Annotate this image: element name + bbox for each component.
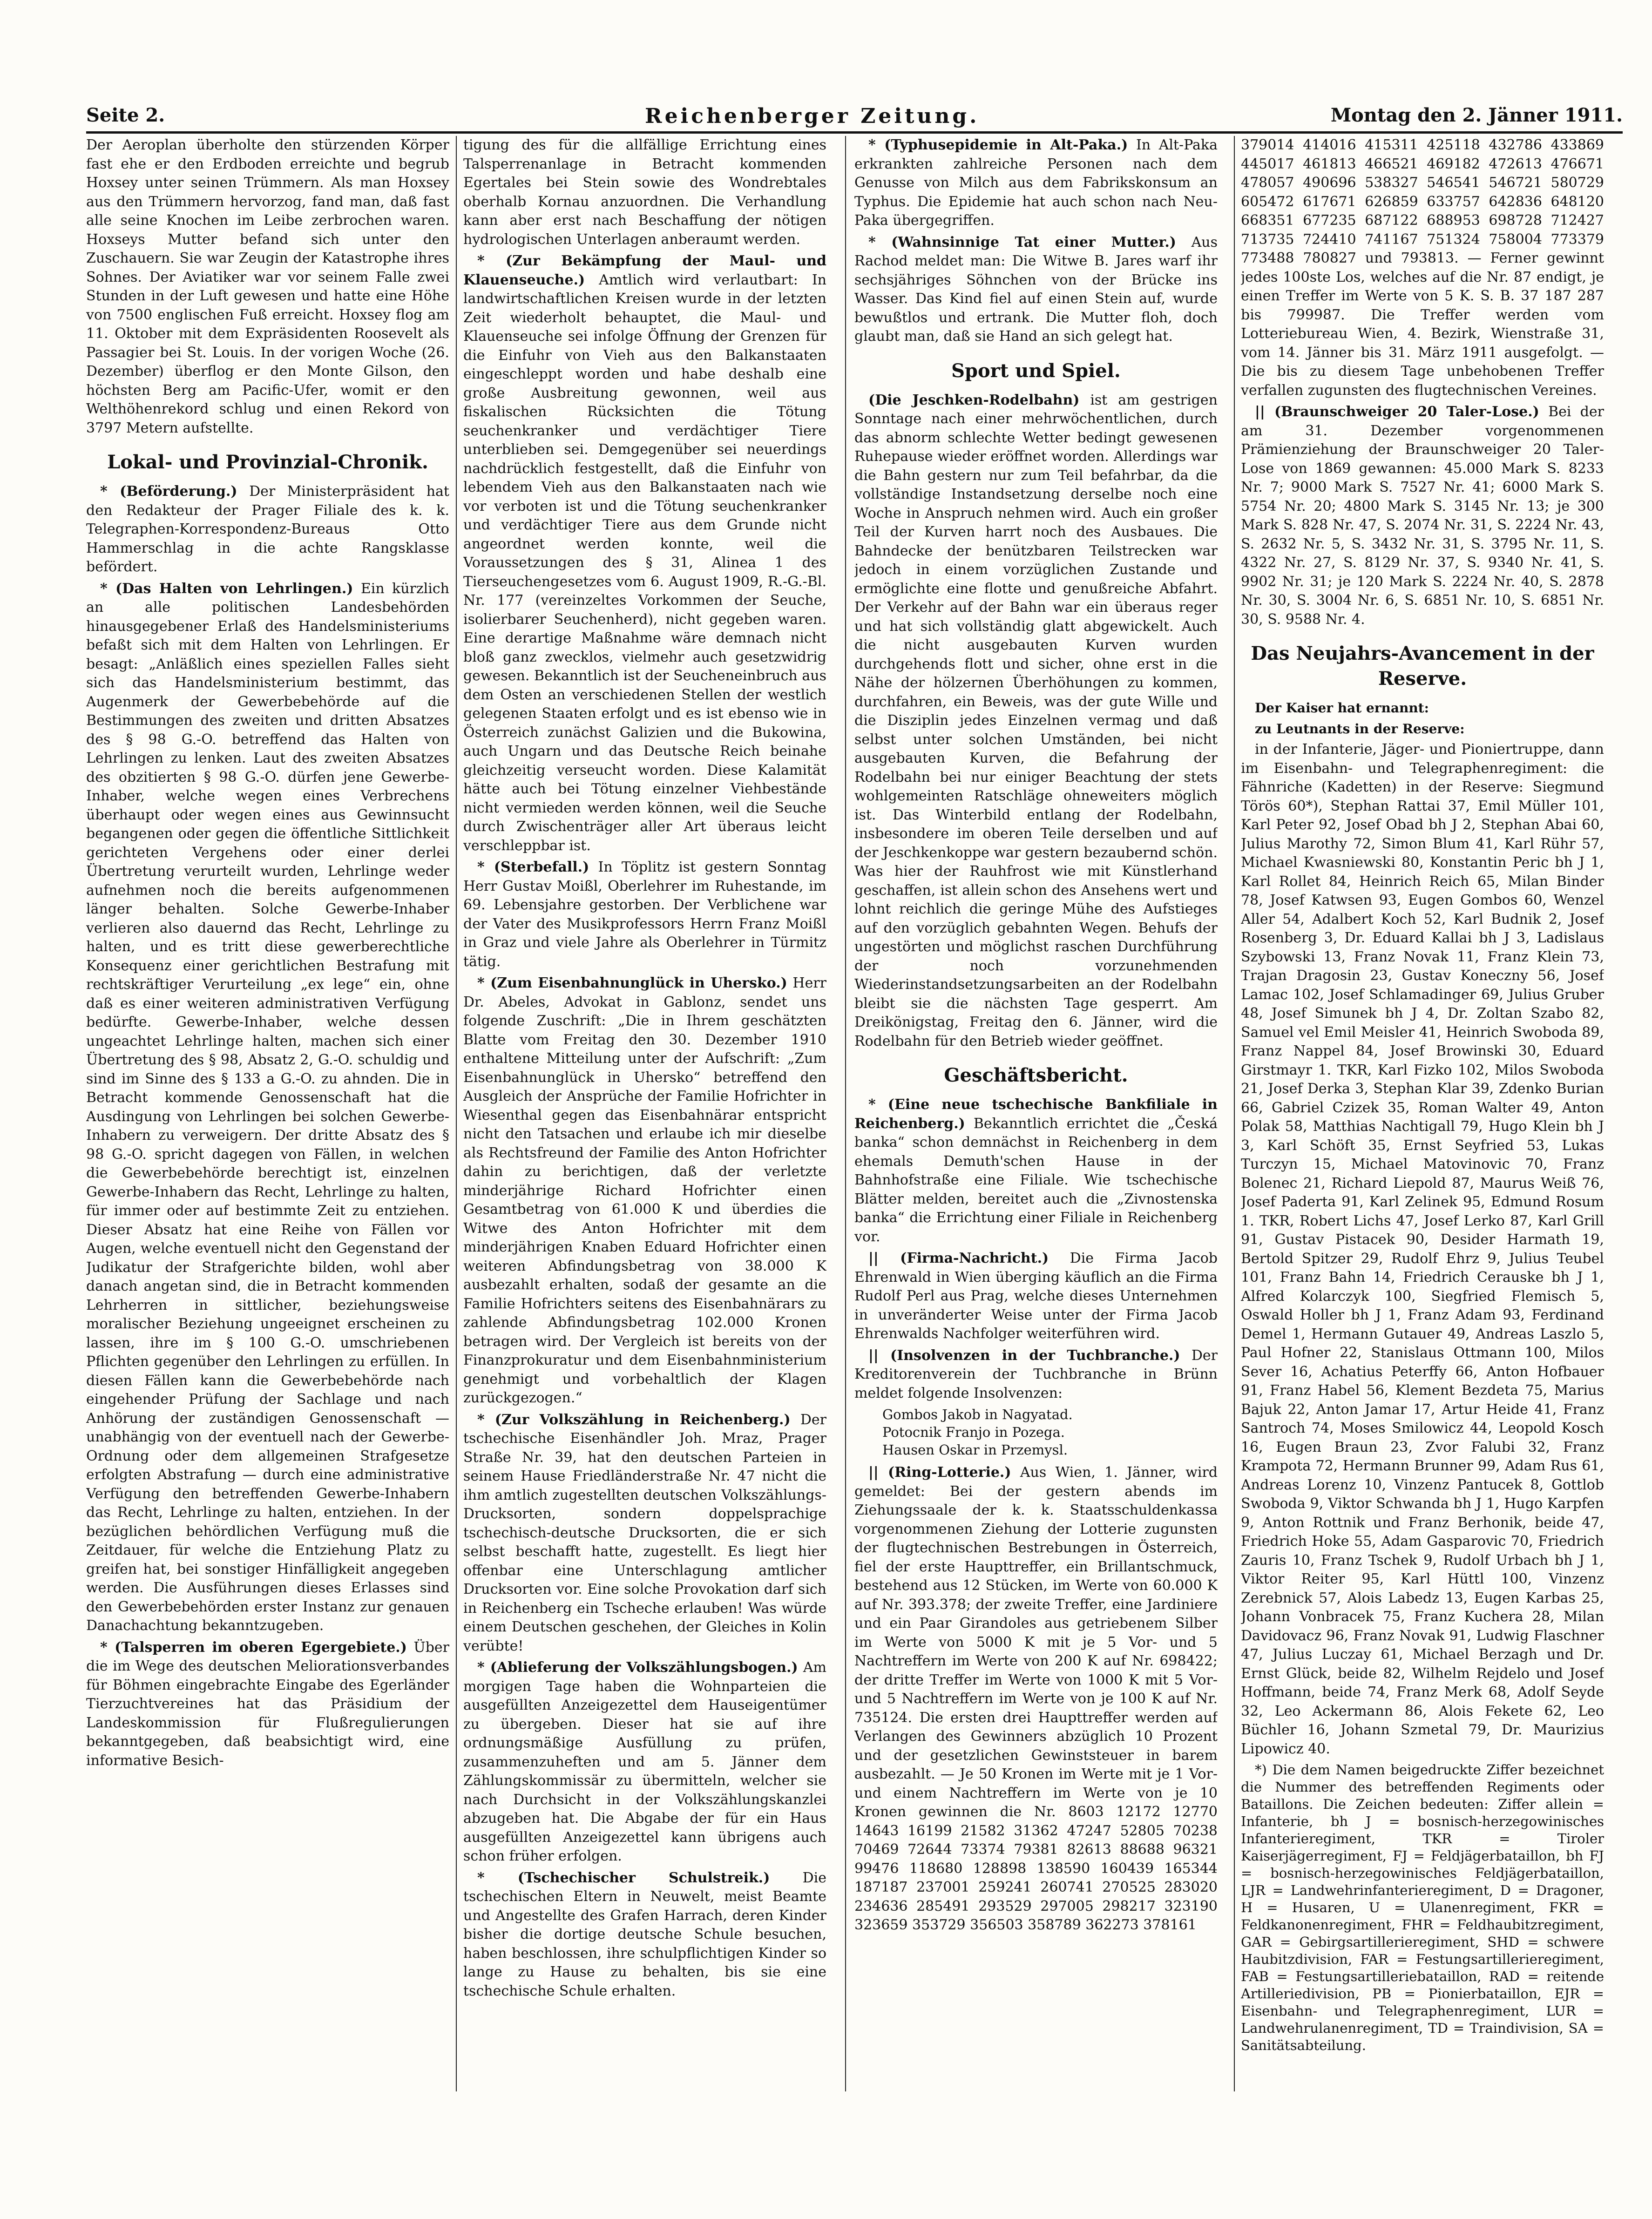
list-item: Gombos Jakob in Nagyatad. [882,1407,1073,1422]
article-heading: * (Das Halten von Lehrlingen.) [100,580,353,597]
article [86,482,449,577]
article-heading: * (Tschechischer Schulstreik.) [477,1869,770,1886]
article-body: Der Kreditorenverein der Tuchbranche in Brünn meldet folgende Insolvenzen: [854,1347,1218,1401]
article-body: In Alt-Paka erkrankten zahlreiche Personen nach dem Genusse von Milch aus dem Fabrikskonsum an Typhus. Die Epidemie hat auch schon nach Neu-Paka übergegriffen. [854,137,1218,229]
article [854,1096,1218,1246]
article-body: Am morgigen Tage haben die Wohnparteien die ausgefüllten Anzeigezettel dem Hauseigentümer zu übergeben. Dieser hat sie auf ihre ordnungsmäßige Ausfüllung zu prüfen, zusammenzuheften und am 5. Jänner dem Zählungskommissär zu übermitteln, welcher sie nach Durchsicht in der Volkszählungskanzlei abzugeben hat. Die Abgabe der für ein Haus ausgefüllten Anzeigezettel kann übrigens auch schon früher erfolgen. [463,1659,826,1864]
article-heading: * (Talsperren im oberen Egergebiete.) [100,1639,407,1656]
article-continuation: 379014 414016 415311 425118 432786 433869 445017 461813 466521 469182 472613 476671 478057 490696 538327 546541 546721 580729 605472 617671 626859 633757 642836 648120 668351 677235 687122 688953 698728 712427 713735 724410 741167 751324 758004 773379 773488 780827 und 793813. — Ferner gewinnt jedes 100ste Los, welches auf die Nr. 87 endigt, je einen Treffer im Werte von 5 K. S. B. 37 187 287 bis 799987. Die Treffer werden vom Lotteriebureau Wien, 4. Bezirk, Wienstraße 31, vom 14. Jänner bis 31. März 1911 ausgefolgt. — Die bis zu diesem Tage unbehobenen Treffer verfallen zugunsten des flugtechnischen Vereines. [1241,137,1604,399]
column-1 [86,136,449,2091]
article-heading: * (Zum Eisenbahnunglück in Uhersko.) [477,975,787,991]
article [854,1346,1218,1403]
article [86,1638,449,1771]
article [854,1463,1218,1935]
article-body: Bei der am 31. Dezember vorgenommenen Prämienziehung der Braunschweiger 20 Taler-Lose von 1869 gewannen: 45.000 Mark S. 8233 Nr. 7; 9000 Mark S. 7527 Nr. 41; 6000 Mark S. 5754 Nr. 20; 4800 Mark S. 3145 Nr. 13; je 300 Mark S. 828 Nr. 47, S. 2074 Nr. 31, S. 2224 Nr. 43, S. 2632 Nr. 5, S. 3432 Nr. 31, S. 3795 Nr. 11, S. 4322 Nr. 27, S. 8129 Nr. 37, S. 9340 Nr. 41, S. 9902 Nr. 31; je 120 Mark S. 2224 Nr. 40, S. 2878 Nr. 30, S. 3004 Nr. 6, S. 6851 Nr. 10, S. 6851 Nr. 30, S. 9588 Nr. 4. [1241,404,1604,628]
article-body: Der tschechische Eisenhändler Joh. Mraz, Prager Straße Nr. 39, hat den deutschen Parteien in seinem Hause Friedländerstraße Nr. 47 nicht die ihm amtlich zugestellten deutschen Volkszählungs-Drucksorten, sondern doppelsprachige tschechisch-deutsche Drucksorten, die er sich selbst beschafft hatte, zugestellt. Es liegt hier offenbar eine Unterschlagung amtlicher Drucksorten vor. Eine solche Provokation darf sich in Reichenberg ein Tscheche erlauben! Was würde einem Deutschen geschehen, der Gleiches in Kolin verübte! [463,1411,826,1654]
article-body: Bekanntlich errichtet die „Česká banka“ schon demnächst in Reichenberg in dem ehemals Demuth'schen Hause in der Bahnhofstraße eine Filiale. Wie tschechische Blätter melden, bereitet auch die „Zivnostenska banka“ die Errichtung einer Filiale in Reichenberg vor. [854,1115,1218,1245]
article-heading: * (Zur Volkszählung in Reichenberg.) [477,1411,791,1428]
article-heading: || (Ring-Lotterie.) [868,1464,1011,1481]
article-heading: * (Zur Bekämpfung der Maul- und Klauenseuche.) [463,253,826,288]
page-number: Seite 2. [86,104,165,126]
article [854,391,1218,1051]
article-heading: || (Firma-Nachricht.) [868,1250,1049,1266]
article [463,1411,826,1656]
article [86,580,449,1636]
article-body: Amtlich wird verlautbart: In landwirtschaftlichen Kreisen wurde in der letzten Zeit wiederholt behauptet, die Maul- und Klauenseuche sei infolge Öffnung der Grenzen für die Einfuhr von Vieh aus den Balkanstaaten eingeschleppt worden und habe deshalb eine große Ausbreitung gewonnen, weil aus fiskalischen Rücksichten die Tötung seuchenkranker und verdächtiger Tiere unterblieben sei. Demgegenüber sei neuerdings nachdrücklich festgestellt, daß die Einfuhr von lebendem Vieh aus den Balkanstaaten nach wie vor verboten ist und die Tötung seuchenkranker und verdächtiger Tiere aus dem Grunde nicht angeordnet werden konnte, weil die Voraussetzungen des § 31, Alinea 1 des Tierseuchengesetzes vom 6. August 1909, R.-G.-Bl. Nr. 177 (vereinzeltes Vorkommen der Seuche, isolierbarer Seuchenherd), nicht gegeben waren. Eine derartige Maßnahme wäre demnach nicht bloß ganz zwecklos, vielmehr auch gesetzwidrig gewesen. Bekanntlich ist der Seucheneinbruch aus dem Osten an verschiedenen Stellen der westlich gelegenen Staaten erfolgt und es ist ebenso wie in Österreich zunächst Galizien und die Bukowina, auch Ungarn und das Deutsche Reich beinahe gleichzeitig verseucht worden. Diese Kalamität hätte auch bei Tötung einzelner Viehbestände nicht vermieden werden können, weil die Seuche durch Zwischenträger aller Art überaus leicht verschleppbar ist. [463,271,826,854]
column-3 [854,136,1218,2091]
column-divider [456,136,457,2091]
article-heading: * (Beförderung.) [100,483,237,500]
article [463,1869,826,2001]
promotion-list: in der Infanterie, Jäger- und Pioniertruppe, dann im Eisenbahn- und Telegraphenregiment: die Fähnriche (Kadetten) in der Reserve: Siegmund Törös 60*), Stephan Rattai 37, Emil Müller 101, Karl Peter 92, Josef Obad bh J 2, Stephan Abai 60, Julius Marothy 72, Simon Blum 41, Karl Rühr 57, Michael Kwasniewski 80, Konstantin Peric bh J 1, Karl Rollet 84, Heinrich Reich 65, Milan Binder 78, Josef Katwsen 93, Eugen Gombos 60, Wenzel Aller 54, Adalbert Koch 52, Karl Budnik 2, Josef Rosenberg 3, Dr. Eduard Kallai bh J 3, Ladislaus Szybowski 13, Franz Novak 11, Franz Klein 73, Trajan Dragosin 23, Gustav Koneczny 56, Josef Lamac 102, Josef Schlamadinger 69, Julius Gruber 48, Josef Simunek bh J 4, Dr. Zoltan Szabo 82, Samuel vel Emil Meisler 41, Heinrich Swoboda 89, Franz Nappel 84, Josef Browinski 30, Eduard Girstmayr 1. TKR, Karl Fizko 102, Milos Swoboda 21, Josef Derka 3, Stephan Klar 39, Zdenko Burian 66, Gabriel Czizek 35, Roman Walter 49, Anton Polak 58, Matthias Nachtigall 79, Hugo Klein bh J 3, Karl Schöft 35, Ernst Seyfried 53, Lukas Turczyn 15, Michael Matovinovic 70, Franz Bolenec 21, Richard Liepold 87, Maurus Weiß 76, Josef Paderta 91, Karl Zelinek 95, Edmund Rosum 1. TKR, Robert Lichs 47, Josef Lerko 87, Karl Grill 91, Gustav Pistacek 90, Desider Harmath 19, Bertold Spitzer 29, Rudolf Ehrz 9, Julius Teubel 101, Franz Bahn 14, Friedrich Cerauske bh J 1, Alfred Kolarczyk 100, Siegfried Flemisch 5, Oswald Holler bh J 1, Franz Adam 93, Ferdinand Demel 1, Hermann Gutauer 49, Andreas Laszlo 5, Paul Hofner 22, Stanislaus Ottmann 100, Milos Sever 16, Achatius Peterffy 66, Anton Hofbauer 91, Franz Habel 56, Klement Bezdeta 75, Marius Bajuk 22, Anton Jamar 17, Artur Heide 41, Franz Santroch 74, Moses Smilowicz 44, Leopold Kosch 16, Eugen Braun 23, Zvor Falubi 32, Franz Krampota 72, Hermann Brunner 99, Adam Rus 61, Andreas Lorenz 10, Vinzenz Pantucek 8, Gottlob Swoboda 9, Viktor Schwanda bh J 1, Hugo Karpfen 9, Anton Rottnik und Franz Berhonik, beide 47, Friedrich Hoke 55, Adam Gasparovic 70, Friedrich Zauris 10, Franz Tschek 9, Rudolf Urbach bh J 1, Viktor Reiter 95, Karl Hüttl 100, Vinzenz Zerebnick 57, Alois Labedz 13, Eugen Karbas 25, Johann Vonbracek 75, Franz Kuchera 28, Milan Davidovacz 96, Franz Novak 91, Ludwig Flaschner 47, Julius Luczay 61, Michael Berzagh und Dr. Ernst Glück, beide 82, Wilhelm Rejdelo und Josef Hoffmann, beide 74, Franz Merk 68, Adolf Seyde 32, Leo Ackermann 86, Alois Fekete 62, Leo Büchler 16, Johann Szmetal 79, Dr. Maurizius Lipowicz 40. [1241,741,1604,1757]
article-body: Die Firma Jacob Ehrenwald in Wien überging käuflich an die Firma Rudolf Perl aus Prag, welche dieses Unternehmen in unveränderter Weise unter der Firma Jacob Ehrenwalds Nachfolger weiterführen wird. [854,1250,1218,1342]
list-item: Potocnik Franjo in Pozega. [882,1424,1065,1440]
article-body: Ein kürzlich an alle politischen Landesbehörden hinausgegebener Erlaß des Handelsministeriums befaßt sich mit dem Halten von Lehrlingen. Er besagt: „Anläßlich eines speziellen Falles sieht sich das Handelsministerium bestimmt, das Augenmerk der Gewerbebehörde auf die Bestimmungen des zweiten und dritten Absatzes des § 98 G.-O. betreffend das Halten von Lehrlingen zu lenken. Laut des zweiten Absatzes des obzitierten § 98 G.-O. dürfen jene Gewerbe-Inhaber, welche wegen eines Verbrechens überhaupt oder wegen eines aus Gewinnsucht begangenen oder gegen die öffentliche Sittlichkeit gerichteten Vergehens oder einer derlei Übertretung verurteilt wurden, Lehrlinge weder aufnehmen noch die bereits aufgenommenen länger behalten. Solche Gewerbe-Inhaber verlieren also dauernd das Recht, Lehrlinge zu halten, und es tritt diese gewerberechtliche Konsequenz einer gerichtlichen Bestrafung mit rechtskräftiger Verurteilung „ex lege“ ein, ohne daß es einer weiteren administrativen Verfügung bedürfte. Gewerbe-Inhaber, welche dessen ungeachtet Lehrlinge halten, machen sich einer Übertretung des § 98, Absatz 2, G.-O. schuldig und sind im Sinne des § 133 a G.-O. zu ahnden. Die in Betracht kommende Genossenschaft hat die Ausdingung von Lehrlingen bei solchen Gewerbe-Inhabern zu verweigern. Der dritte Absatz des § 98 G.-O. spricht dagegen von Fällen, in welchen die Gewerbebehörde berechtigt ist, einzelnen Gewerbe-Inhabern das Recht, Lehrlinge zu halten, für immer oder auf bestimmte Zeit zu entziehen. Dieser Absatz hat eine Reihe von Fällen vor Augen, welche eventuell nicht den Gegenstand der Judikatur der Strafgerichte bilden, wohl aber danach angetan sind, die in Betracht kommenden Lehrherren in sittlicher, beziehungsweise moralischer Beziehung ungeeignet erscheinen zu lassen, ihre im § 100 G.-O. umschriebenen Pflichten gegenüber den Lehrlingen zu erfüllen. In diesen Fällen kann die Gewerbebehörde nach eingehender Prüfung der Sachlage und nach Anhörung der zuständigen Genossenschaft — unabhängig von der eventuell nach der Gewerbe-Ordnung oder dem allgemeinen Strafgesetze erfolgten Abstrafung — durch eine administrative Verfügung den betreffenden Gewerbe-Inhabern das Recht, Lehrlinge zu halten, entziehen. In der bezüglichen behördlichen Verfügung muß die Zeitdauer, für welche die Entziehung Platz zu greifen hat, bei sonstiger Hinfälligkeit angegeben werden. Die Ausführungen dieses Erlasses sind den Gewerbebehörden erster Instanz zur genauen Danachachtung bekanntzugeben. [86,580,449,1634]
article-body: Aus Wien, 1. Jänner, wird gemeldet: Bei der gestern abends im Ziehungssaale der k. k. Staatsschuldenkassa vorgenommenen Ziehung der Lotterie zugunsten der flugtechnischen Bestrebungen in Österreich, fiel der erste Haupttreffer, ein Brillantschmuck, bestehend aus 12 Stücken, im Werte von 60.000 K auf Nr. 393.378; der zweite Treffer, eine Jardiniere und ein Paar Girandoles aus getriebenem Silber im Werte von 5000 K mit je 5 Vor- und 5 Nachtreffern im Werte von 200 K auf Nr. 698422; der dritte Treffer im Werte von 1000 K mit 5 Vor- und 5 Nachtreffern im Werte von je 100 K auf Nr. 735124. Die ersten drei Haupttreffer werden auf Verlangen des Gewinners abzüglich 10 Prozent und der gesetzlichen Gewinststeuer in barem ausbezahlt. — Je 50 Kronen im Werte mit je 1 Vor- und einem Nachtreffern im Werte von je 10 Kronen gewinnen die Nr. 8603 12172 12770 14643 16199 21582 31362 47247 52805 70238 70469 72644 73374 79381 82613 88688 96321 99476 118680 128898 138590 160439 165344 187187 237001 259241 260741 270525 283020 234636 285491 293529 297005 298217 323190 323659 353729 356503 358789 362273 378161 [854,1464,1218,1933]
article-body: Über die im Wege des deutschen Meliorationsverbandes für Böhmen eingebrachte Eingabe des Egerländer Tierzuchtvereines hat das Präsidium der Landeskommission für Flußregulierungen bekanntgegeben, daß beabsichtigt wird, eine informative Besich- [86,1639,449,1769]
article [463,858,826,971]
article-body: Herr Dr. Abeles, Advokat in Gablonz, sendet uns folgende Zuschrift: „Die in Ihrem geschätzten Blatte vom Freitag den 30. Dezember 1910 enthaltene Mitteilung unter der Aufschrift: „Zum Eisenbahnunglück in Uhersko“ betreffend den Ausgleich der Ansprüche der Familie Hofrichter in Wiesenthal gegen das Eisenbahnärar entspricht nicht den Tatsachen und erlaube ich mir dieselbe als Rechtsfreund der Familie des Anton Hofrichter dahin zu berichtigen, daß der verletzte minderjährige Richard Hofrichter einen Gesamtbetrag von 61.000 K und überdies die Witwe des Anton Hofrichter mit dem minderjährigen Knaben Eduard Hofrichter einen weiteren Abfindungsbetrag von 38.000 K ausbezahlt erhalten, sodaß der gesamte an die Familie Hofrichters seitens des Eisenbahnärars zu zahlende Abfindungsbetrag 102.000 Kronen betragen wird. Der Vergleich ist bereits von der Finanzprokuratur und dem Eisenbahnministerium genehmigt und vorbehaltlich der Klagen zurückgezogen.“ [463,975,826,1406]
article-continuation: Der Aeroplan überholte den stürzenden Körper fast ehe er den Erdboden erreichte und begrub Hoxsey unter seinen Trümmern. Als man Hoxsey aus den Trümmern hervorzog, fand man, daß fast alle seine Knochen im Leibe zerbrochen waren. Hoxseys Mutter befand sich unter den Zuschauern. Sie war Zeugin der Katastrophe ihres Sohnes. Der Aviatiker war vor seinem Falle zwei Stunden in der Luft gewesen und hatte eine Höhe von 7500 englischen Fuß erreicht. Hoxsey flog am 11. Oktober mit dem Expräsidenten Roosevelt als Passagier bei St. Louis. In der vorigen Woche (26. Dezember) überflog er den Monte Gilson, den höchsten Berg am Pacific-Ufer, womit er den Welthöhenrekord schlug und einen Rekord von 3797 Metern aufstellte. [86,137,449,436]
article [854,233,1218,346]
announcement-subheading: zu Leutnants in der Reserve: [1255,721,1465,737]
article-heading: * (Eine neue tschechische Bankfiliale in Reichenberg.) [854,1096,1218,1132]
article-heading: * (Typhusepidemie in Alt-Paka.) [868,137,1128,153]
newspaper-title: Reichenberger Zeitung. [645,104,980,128]
column-4 [1241,136,1604,2091]
column-divider [1234,136,1235,2091]
announcement-intro: Der Kaiser hat ernannt: [1255,700,1429,716]
article [1241,403,1604,629]
article-body: Aus Rachod meldet man: Die Witwe B. Jares warf ihr sechsjähriges Söhnchen von der Brücke ins Wasser. Das Kind fiel auf einen Stein auf, wurde bewußtlos und ertrank. Die Mutter floh, doch glaubt man, daß sie Hand an sich gelegt hat. [854,234,1218,345]
issue-date: Montag den 2. Jänner 1911. [1330,104,1623,126]
article-heading: || (Braunschweiger 20 Taler-Lose.) [1255,404,1539,420]
list-item: Hausen Oskar in Przemysl. [882,1442,1068,1458]
article-heading: * (Ablieferung der Volkszählungsbogen.) [477,1659,798,1676]
article [463,252,826,855]
article-body: Der Ministerpräsident hat den Redakteur der Prager Filiale des k. k. Telegraphen-Korrespondenz-Bureaus Otto Hammerschlag in die achte Rangsklasse befördert. [86,483,449,575]
section-heading: Geschäftsbericht. [944,1064,1128,1086]
masthead-rule [86,131,1623,134]
section-heading: Lokal- und Provinzial-Chronik. [107,451,428,473]
article [463,974,826,1408]
article-heading: * (Wahnsinnige Tat einer Mutter.) [868,234,1176,250]
column-divider [845,136,846,2091]
masthead [86,98,1623,130]
article [854,1249,1218,1344]
article-heading: || (Insolvenzen in der Tuchbranche.) [868,1347,1180,1364]
footnote: *) Die dem Namen beigedruckte Ziffer bezeichnet die Nummer des betreffenden Regiments oder Bataillons. Die Zeichen bedeuten: Ziffer allein = Infanterie, bh J = bosnisch-herzegowinisches Infanterieregiment, TKR = Tiroler Kaiserjägerregiment, FJ = Feldjägerbataillon, bh FJ = bosnisch-herzegowinisches Feldjägerbataillon, LJR = Landwehrinfanterieregiment, D = Dragoner, H = Husaren, U = Ulanenregiment, FKR = Feldkanonenregiment, FHR = Feldhaubitzregiment, GAR = Gebirgsartillerieregiment, SHD = schwere Haubitzdivision, FAR = Festungsartillerieregiment, FAB = Festungsartilleriebataillon, RAD = reitende Artilleriedivision, PB = Pionierbataillon, EJR = Eisenbahn- und Telegraphenregiment, LUR = Landwehrulanenregiment, TD = Traindivision, SA = Sanitätsabteilung. [1241,1762,1604,2053]
article-body: ist am gestrigen Sonntage nach einer mehrwöchentlichen, durch das abnorm schlechte Wetter bedingt gewesenen Ruhepause wieder eröffnet worden. Allerdings war die Bahn gestern nur zum Teil befahrbar, da die vollständige Instandsetzung derselbe noch eine Woche in Anspruch nehmen wird. Auch ein großer Teil der Kurven harrt noch des Ausbaues. Die Bahndecke der benützbaren Teilstrecken war jedoch in einem vorzüglichen Zustande und ermöglichte eine flotte und genußreiche Abfahrt. Der Verkehr auf der Bahn war ein überaus reger und hat sich vollständig glatt abgewickelt. Auch die nicht ausgebauten Kurven wurden durchgehends flott und sicher, ohne erst in die Nähe der hölzernen Überhöhungen zu kommen, durchfahren, ein Beweis, was der gute Wille und die Disziplin jedes Einzelnen vermag und daß selbst unter solchen Umständen, bei nicht ausgebauten Kurven, die Befahrung der Rodelbahn bei nur einiger Beachtung der stets wohlgemeinten Ratschläge ohneweiters möglich ist. Das Winterbild entlang der Rodelbahn, insbesondere im oberen Teile derselben und auf der Jeschkenkoppe war gestern bezaubernd schön. Was hier der Rauhfrost wie mit Künstlerhand geschaffen, ist allein schon des Ansehens wert und lohnt reichlich die geringe Mühe des Aufstieges auf den vorzüglich gebahnten Wegen. Behufs der ungestörten und möglichst raschen Durchführung der noch vorzunehmenden Wiederinstandsetzungsarbeiten an der Rodelbahn bleibt sie die nächsten Tage gesperrt. Am Dreikönigstag, Freitag den 6. Jänner, wird die Rodelbahn für den Betrieb wieder geöffnet. [854,392,1218,1049]
article [463,1658,826,1866]
article-body: In Töplitz ist gestern Sonntag Herr Gustav Moißl, Oberlehrer im Ruhestande, im 69. Lebensjahre gestorben. Der Verblichene war der Vater des Musikprofessors Herrn Franz Moißl in Graz und viele Jahre als Oberlehrer in Türmitz tätig. [463,859,826,970]
section-heading: Sport und Spiel. [951,359,1121,382]
insolvency-list [882,1406,1218,1459]
article-heading: (Die Jeschken-Rodelbahn) [868,392,1080,408]
section-heading: Das Neujahrs-Avancement in der Reserve. [1251,643,1594,690]
article [854,136,1218,230]
article-continuation: tigung des für die allfällige Errichtung eines Talsperrenanlage in Betracht kommenden Egertales bei Stein sowie des Wondrebtales oberhalb Kornau anzuordnen. Die Verhandlung kann aber erst nach Beschaffung der nötigen hydrologischen Unterlagen anberaumt werden. [463,137,826,248]
article-heading: * (Sterbefall.) [477,859,589,875]
column-2 [463,136,826,2091]
article-body: Die tschechischen Eltern in Neuwelt, meist Beamte und Angestellte des Grafen Harrach, deren Kinder bisher die dortige deutsche Schule besuchen, haben beschlossen, ihre schulpflichtigen Kinder so lange zu Hause zu behalten, bis sie eine tschechische Schule erhalten. [463,1869,826,1999]
